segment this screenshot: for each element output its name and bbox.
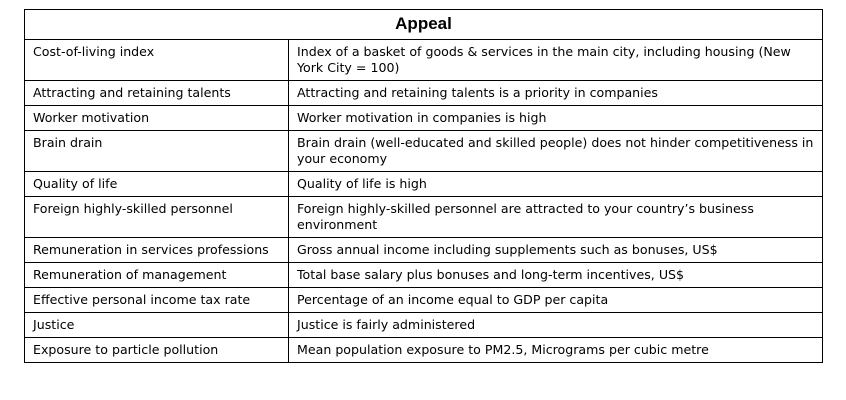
criterion-cell: Worker motivation	[25, 106, 289, 131]
criterion-cell: Remuneration of management	[25, 263, 289, 288]
description-cell: Foreign highly-skilled personnel are attracted to your country’s business environment	[289, 197, 823, 238]
table-row	[25, 313, 823, 338]
table-row	[25, 338, 823, 363]
table-row	[25, 172, 823, 197]
description-cell: Mean population exposure to PM2.5, Micrograms per cubic metre	[289, 338, 823, 363]
criterion-cell: Foreign highly-skilled personnel	[25, 197, 289, 238]
table-row	[25, 81, 823, 106]
description-cell: Quality of life is high	[289, 172, 823, 197]
criterion-cell: Attracting and retaining talents	[25, 81, 289, 106]
description-cell: Percentage of an income equal to GDP per capita	[289, 288, 823, 313]
table-row	[25, 288, 823, 313]
appeal-table	[24, 9, 823, 363]
table-row	[25, 263, 823, 288]
table-row	[25, 197, 823, 238]
table-body	[25, 40, 823, 363]
criterion-cell: Justice	[25, 313, 289, 338]
description-cell: Gross annual income including supplements such as bonuses, US$	[289, 238, 823, 263]
criterion-cell: Remuneration in services professions	[25, 238, 289, 263]
description-cell: Worker motivation in companies is high	[289, 106, 823, 131]
criterion-cell: Exposure to particle pollution	[25, 338, 289, 363]
table-row	[25, 238, 823, 263]
criterion-cell: Quality of life	[25, 172, 289, 197]
description-cell: Total base salary plus bonuses and long-term incentives, US$	[289, 263, 823, 288]
table-row	[25, 106, 823, 131]
table-row	[25, 40, 823, 81]
criterion-cell: Brain drain	[25, 131, 289, 172]
appeal-table-container	[24, 9, 822, 363]
table-row	[25, 131, 823, 172]
criterion-cell: Cost-of-living index	[25, 40, 289, 81]
criterion-cell: Effective personal income tax rate	[25, 288, 289, 313]
description-cell: Attracting and retaining talents is a priority in companies	[289, 81, 823, 106]
table-header-row	[25, 10, 823, 40]
description-cell: Index of a basket of goods & services in the main city, including housing (New York City = 100)	[289, 40, 823, 81]
table-title: Appeal	[25, 10, 823, 40]
description-cell: Brain drain (well-educated and skilled people) does not hinder competitiveness in your economy	[289, 131, 823, 172]
description-cell: Justice is fairly administered	[289, 313, 823, 338]
